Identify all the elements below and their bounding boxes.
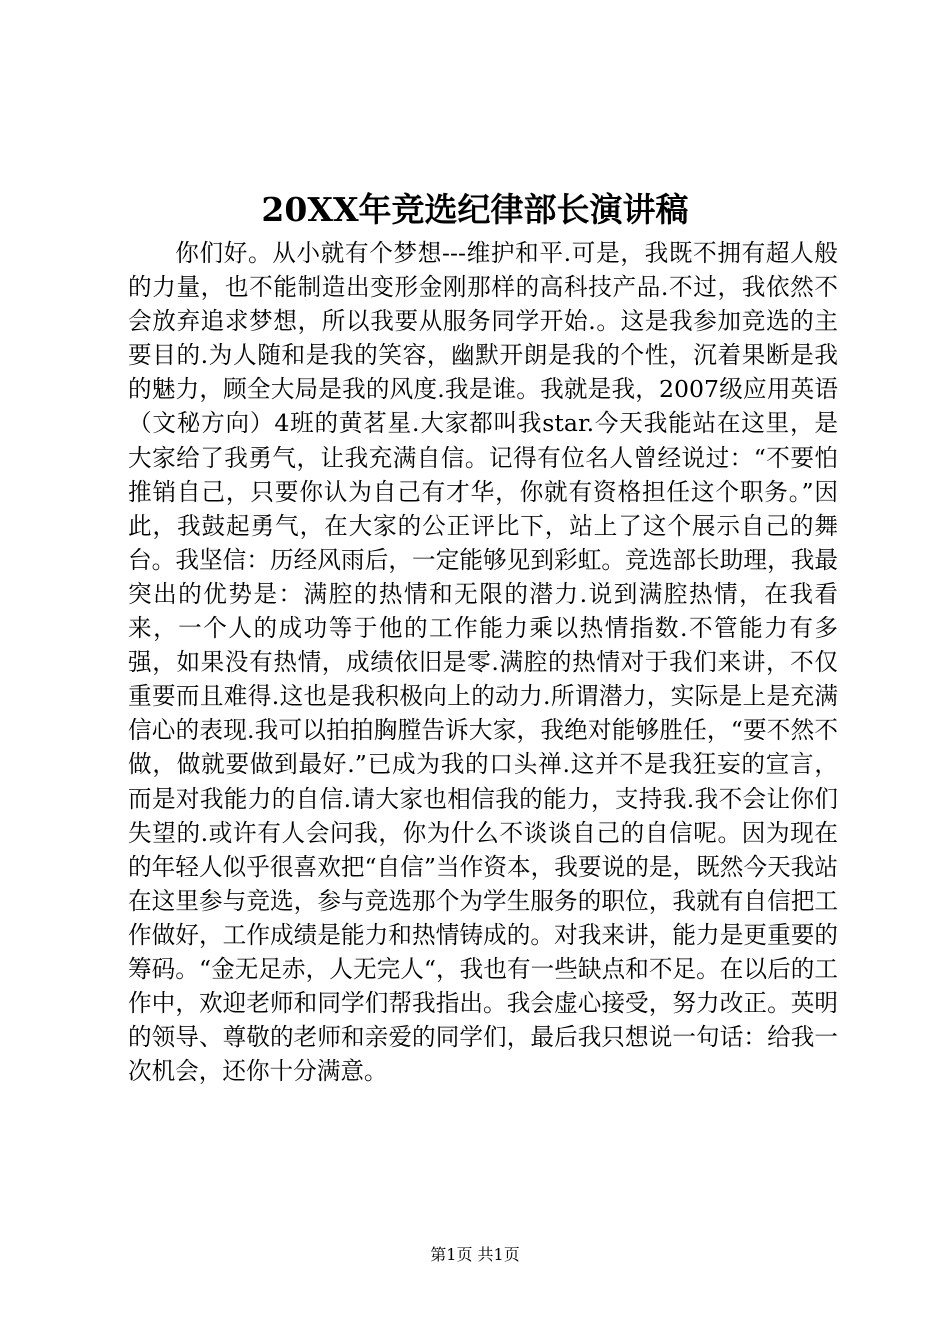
document-body: 你们好。从小就有个梦想---维护和平.可是，我既不拥有超人般的力量，也不能制造出变形金刚那样的高科技产品.不过，我依然不会放弃追求梦想，所以我要从服务同学开始.。这是我参加竞选的主要目的.为人随和是我的笑容，幽默开朗是我的个性，沉着果断是我的魅力，顾全大局是我的风度.我是谁。我就是我，2007级应用英语（文秘方向）4班的黄茗星.大家都叫我star.今天我能站在这里，是大家给了我勇气，让我充满自信。记得有位名人曾经说过：“不要怕推销自己，只要你认为自己有才华，你就有资格担任这个职务。”因此，我鼓起勇气，在大家的公正评比下，站上了这个展示自己的舞台。我坚信：历经风雨后，一定能够见到彩虹。竞选部长助理，我最突出的优势是：满腔的热情和无限的潜力.说到满腔热情，在我看来，一个人的成功等于他的工作能力乘以热情指数.不管能力有多强，如果没有热情，成绩依旧是零.满腔的热情对于我们来讲，不仅重要而且难得.这也是我积极向上的动力.所谓潜力，实际是上是充满信心的表现.我可以拍拍胸膛告诉大家，我绝对能够胜任，“要不然不做，做就要做到最好.”已成为我的口头禅.这并不是我狂妄的宣言，而是对我能力的自信.请大家也相信我的能力，支持我.我不会让你们失望的.或许有人会问我，你为什么不谈谈自己的自信呢。因为现在的年轻人似乎很喜欢把“自信”当作资本，我要说的是，既然今天我站在这里参与竞选，参与竞选那个为学生服务的职位，我就有自信把工作做好，工作成绩是能力和热情铸成的。对我来讲，能力是更重要的筹码。“金无足赤，人无完人“，我也有一些缺点和不足。在以后的工作中，欢迎老师和同学们帮我指出。我会虚心接受，努力改正。英明的领导、尊敬的老师和亲爱的同学们，最后我只想说一句话：给我一次机会，还你十分满意。 bbox=[128, 239, 838, 1086]
document-title: 20XX年竞选纪律部长演讲稿 bbox=[261, 190, 689, 229]
page-footer: 第1页 共1页 bbox=[430, 1245, 520, 1264]
